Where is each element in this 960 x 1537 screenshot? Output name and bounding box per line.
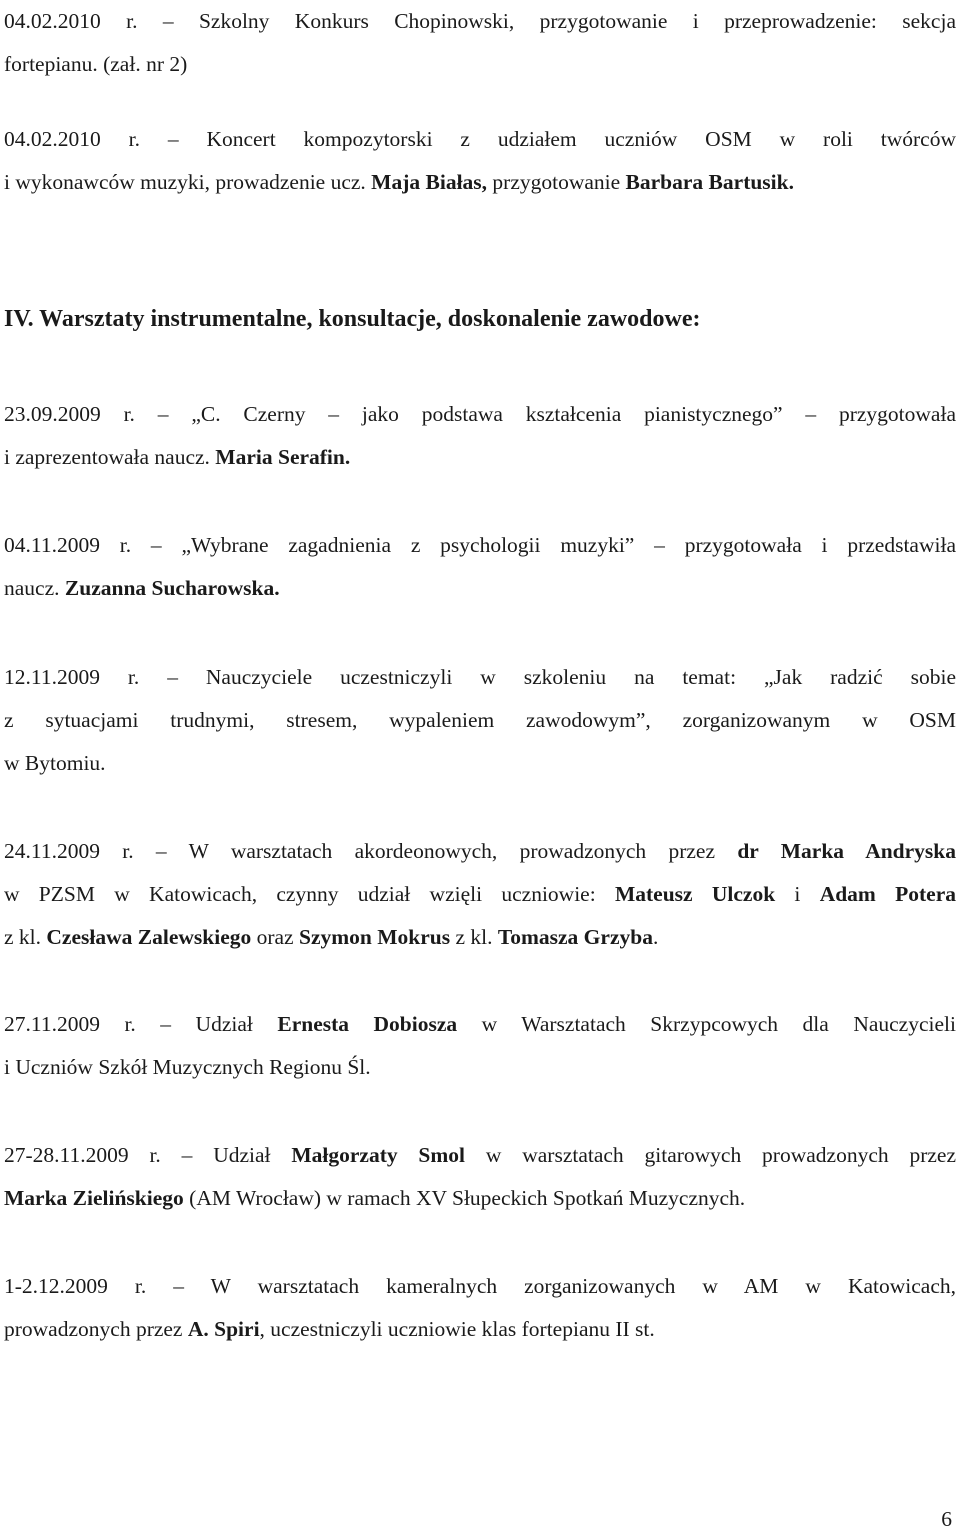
text-run: w Bytomiu. [4,751,106,775]
entry-szkolny-konkurs [4,0,956,86]
section-heading: IV. Warsztaty instrumentalne, konsultacje, doskonalenie zawodowe: [4,306,701,332]
bold-name: Maja Białas, [371,170,488,194]
entry-czerny [4,393,956,479]
text-line [4,1308,956,1351]
text-run: 04.02.2010 r. – Szkolny Konkurs Chopinowski, przygotowanie i przeprowadzenie: sekcja [4,9,956,33]
text-run: i Uczniów Szkół Muzycznych Regionu Śl. [4,1055,371,1079]
bold-name: Tomasza Grzyba [497,925,653,949]
bold-name: Adam Potera [819,882,956,906]
text-run: prowadzonych przez [4,1317,188,1341]
bold-name: Ernesta Dobiosza [277,1012,458,1036]
text-run: 27.11.2009 r. – Udział [4,1012,278,1036]
text-line [4,830,956,873]
text-run: oraz [251,925,299,949]
text-line [4,1134,956,1177]
text-line [4,656,956,699]
text-line [4,161,956,204]
bold-name: Barbara Bartusik. [625,170,794,194]
bold-name: A. Spiri [187,1317,260,1341]
bold-name: dr Marka Andryska [737,839,956,863]
text-run: w PZSM w Katowicach, czynny udział wzięli uczniowie: [4,882,615,906]
text-run: przygotowanie [487,170,626,194]
text-run: 27-28.11.2009 r. – Udział [4,1143,292,1167]
text-run: (AM Wrocław) w ramach XV Słupeckich Spotkań Muzycznych. [183,1186,746,1210]
text-line [4,393,956,436]
text-line [4,873,956,916]
text-run: z kl. [4,925,47,949]
text-line [4,916,956,959]
entry-warsztaty-skrzypcowe [4,1003,956,1089]
text-run: i [775,882,820,906]
bold-name: Czesława Zalewskiego [46,925,252,949]
bold-name: Szymon Mokrus [298,925,451,949]
text-line [4,742,956,785]
text-line [4,699,956,742]
text-run: w Warsztatach Skrzypcowych dla Nauczycieli [457,1012,956,1036]
text-line [4,1003,956,1046]
text-line [4,1177,956,1220]
text-line [4,1046,956,1089]
bold-name: Małgorzaty Smol [291,1143,466,1167]
entry-szkolenie-nauczycieli [4,656,956,785]
entry-warsztaty-gitarowe [4,1134,956,1220]
text-line [4,436,956,479]
bold-name: Zuzanna Sucharowska. [64,576,280,600]
bold-name: Marka Zielińskiego [4,1186,184,1210]
text-line [4,1265,956,1308]
entry-warsztaty-akordeonowe [4,830,956,959]
text-line [4,0,956,43]
text-run: 04.11.2009 r. – „Wybrane zagadnienia z psychologii muzyki” – przygotowała i przedstawiła [4,533,956,557]
text-line [4,118,956,161]
text-run: fortepianu. (zał. nr 2) [4,52,188,76]
text-line [4,567,956,610]
text-run: 04.02.2010 r. – Koncert kompozytorski z udziałem uczniów OSM w roli twórców [4,127,956,151]
text-run: . [652,925,659,949]
text-run: , uczestniczyli uczniowie klas fortepianu II st. [259,1317,655,1341]
text-line [4,524,956,567]
bold-name: Maria Serafin. [215,445,351,469]
text-run: 12.11.2009 r. – Nauczyciele uczestniczyli w szkoleniu na temat: „Jak radzić sobie [4,665,956,689]
text-run: i zaprezentowała naucz. [4,445,216,469]
entry-koncert-kompozytorski [4,118,956,204]
text-run: 23.09.2009 r. – „C. Czerny – jako podstawa kształcenia pianistycznego” – przygotowała [4,402,956,426]
text-run: i wykonawców muzyki, prowadzenie ucz. [4,170,372,194]
bold-name: Mateusz Ulczok [614,882,776,906]
text-run: 1-2.12.2009 r. – W warsztatach kameralnych zorganizowanych w AM w Katowicach, [4,1274,956,1298]
text-run: 24.11.2009 r. – W warsztatach akordeonowych, prowadzonych przez [4,839,738,863]
text-run: w warsztatach gitarowych prowadzonych przez [465,1143,956,1167]
text-line [4,43,956,86]
entry-warsztaty-kameralne [4,1265,956,1351]
text-run: naucz. [4,576,65,600]
page-number: 6 [941,1507,952,1531]
entry-psychologia-muzyki [4,524,956,610]
text-run: z kl. [450,925,498,949]
text-run: z sytuacjami trudnymi, stresem, wypaleniem zawodowym”, zorganizowanym w OSM [4,708,956,732]
